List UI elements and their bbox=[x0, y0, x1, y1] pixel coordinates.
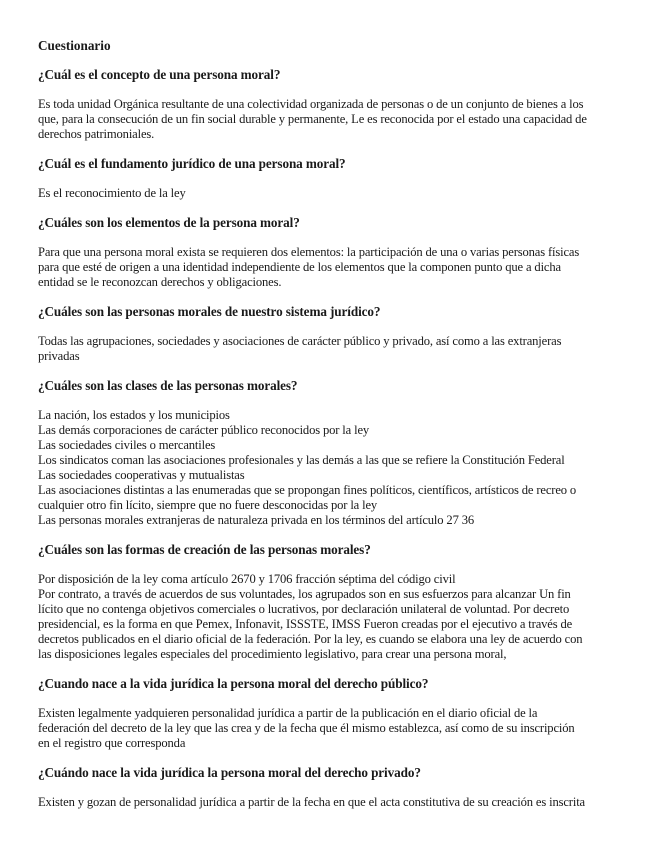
question-heading: ¿Cuáles son los elementos de la persona moral? bbox=[38, 215, 300, 230]
answer-line: Todas las agrupaciones, sociedades y asociaciones de carácter público y privado, así como a las extranjeras bbox=[38, 334, 562, 348]
answer-line: las disposiciones legales especiales del procedimiento legislativo, para crear una persona moral, bbox=[38, 647, 507, 661]
answer-list bbox=[38, 408, 618, 528]
answer-line: Existen y gozan de personalidad jurídica a partir de la fecha en que el acta constitutiva de su creación es inscrita bbox=[38, 795, 585, 809]
question-heading: ¿Cuando nace a la vida jurídica la persona moral del derecho público? bbox=[38, 676, 429, 691]
answer-line: para que esté de origen a una identidad independiente de los elementos que la componen punto que a dicha bbox=[38, 260, 561, 274]
answer-line: Por contrato, a través de acuerdos de sus voluntades, los agrupados son en sus esfuerzos para alcanzar Un fin bbox=[38, 587, 571, 601]
document-title: Cuestionario bbox=[38, 38, 111, 53]
list-item: Las sociedades civiles o mercantiles bbox=[38, 438, 216, 452]
answer-paragraph bbox=[38, 706, 618, 751]
answer-paragraph bbox=[38, 245, 618, 290]
list-item: Las asociaciones distintas a las enumeradas que se propongan fines políticos, científicos, artísticos de recreo o bbox=[38, 483, 577, 497]
answer-line: Por disposición de la ley coma artículo 2670 y 1706 fracción séptima del código civil bbox=[38, 572, 456, 586]
question-heading: ¿Cuáles son las personas morales de nuestro sistema jurídico? bbox=[38, 304, 381, 319]
question-heading: ¿Cuáles son las formas de creación de las personas morales? bbox=[38, 542, 371, 557]
answer-paragraph bbox=[38, 795, 618, 810]
answer-line: que, para la consecución de un fin social durable y permanente, Le es reconocida por el estado una capacidad de bbox=[38, 112, 587, 126]
list-item: Las demás corporaciones de carácter público reconocidos por la ley bbox=[38, 423, 370, 437]
answer-line: entidad se le reconozcan derechos y obligaciones. bbox=[38, 275, 282, 289]
document-page bbox=[38, 38, 618, 824]
answer-line: derechos patrimoniales. bbox=[38, 127, 155, 141]
answer-paragraph bbox=[38, 97, 618, 142]
answer-line: Es el reconocimiento de la ley bbox=[38, 186, 186, 200]
answer-line: lícito que no contenga objetivos comerciales o lucrativos, por declaración unilateral de voluntad. Por decreto bbox=[38, 602, 570, 616]
list-item: Los sindicatos coman las asociaciones profesionales y las demás a las que se refiere la Constitución Federal bbox=[38, 453, 565, 467]
answer-line: en el registro que corresponda bbox=[38, 736, 186, 750]
answer-line: Existen legalmente yadquieren personalidad jurídica a partir de la publicación en el diario oficial de la bbox=[38, 706, 538, 720]
question-heading: ¿Cuándo nace la vida jurídica la persona moral del derecho privado? bbox=[38, 765, 421, 780]
question-heading: ¿Cuál es el fundamento jurídico de una persona moral? bbox=[38, 156, 346, 171]
list-item: Las personas morales extranjeras de naturaleza privada en los términos del artículo 27 36 bbox=[38, 513, 475, 527]
answer-paragraph bbox=[38, 186, 618, 201]
answer-line: Para que una persona moral exista se requieren dos elementos: la participación de una o varias personas físicas bbox=[38, 245, 580, 259]
answer-line: privadas bbox=[38, 349, 80, 363]
list-item: cualquier otro fin lícito, siempre que no fuere desconocidas por la ley bbox=[38, 498, 378, 512]
question-heading: ¿Cuáles son las clases de las personas morales? bbox=[38, 378, 298, 393]
answer-line: presidencial, es la forma en que Pemex, Infonavit, ISSSTE, IMSS Fueron creadas por el ejecutivo a través de bbox=[38, 617, 573, 631]
answer-paragraph bbox=[38, 334, 618, 364]
list-item: Las sociedades cooperativas y mutualistas bbox=[38, 468, 245, 482]
answer-line: decretos publicados en el diario oficial de la federación. Por la ley, es cuando se elabora una ley de acuerdo con bbox=[38, 632, 583, 646]
list-item: La nación, los estados y los municipios bbox=[38, 408, 230, 422]
answer-line: Es toda unidad Orgánica resultante de una colectividad organizada de personas o de un conjunto de bienes a los bbox=[38, 97, 584, 111]
question-heading: ¿Cuál es el concepto de una persona moral? bbox=[38, 67, 281, 82]
answer-line: federación del decreto de la ley que las crea y de la fecha que él mismo establezca, así como de su inscripción bbox=[38, 721, 575, 735]
answer-paragraph bbox=[38, 572, 618, 662]
